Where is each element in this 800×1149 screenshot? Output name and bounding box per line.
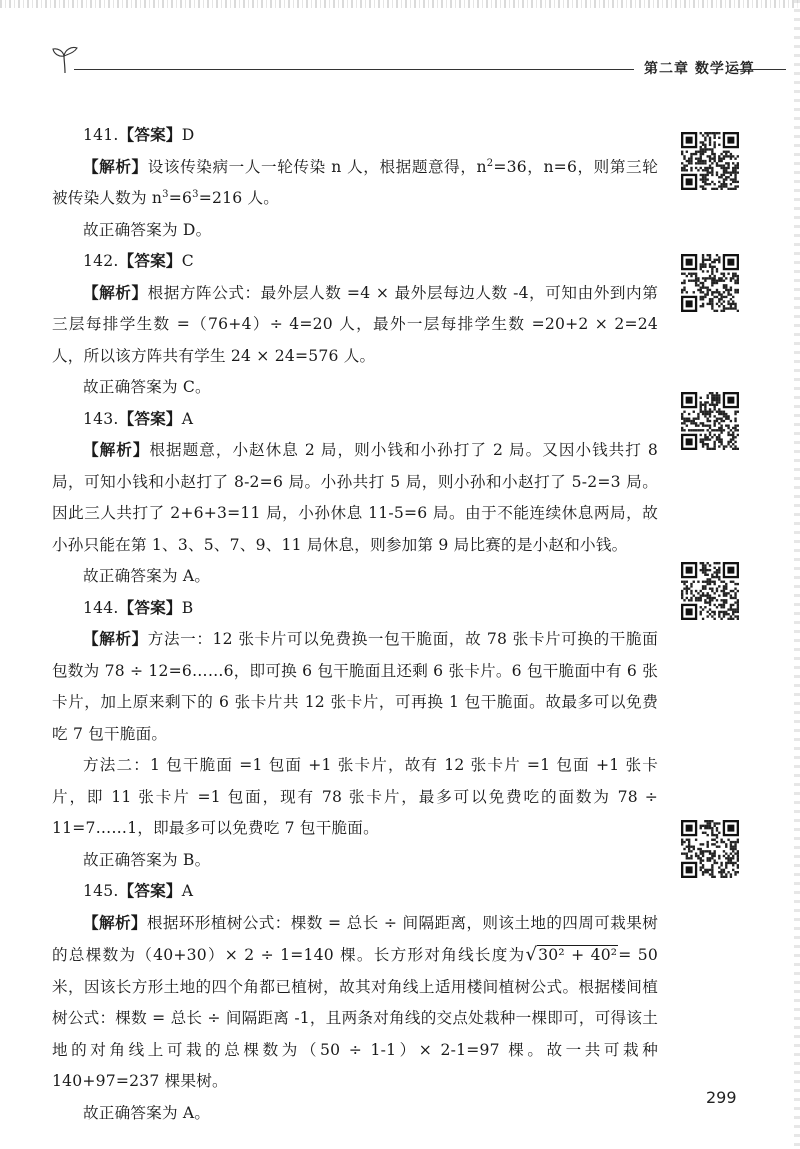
scan-edge-top: [0, 0, 800, 8]
analysis-tag: 【解析】: [83, 913, 147, 932]
question-143-answer: [52, 404, 658, 436]
analysis-tag: 【解析】: [83, 441, 150, 459]
exponent: 2: [486, 157, 494, 169]
analysis-text: 设该传染病一人一轮传染 n 人，根据题意得，n: [147, 157, 487, 176]
question-141-answer: [52, 120, 658, 152]
qr-code-143: [681, 392, 739, 450]
answer-value: A: [181, 882, 194, 900]
question-144-method-2: 方法二：1 包干脆面 =1 包面 +1 张卡片，故有 12 张卡片 =1 包面 +1 张卡片，即 11 张卡片 =1 包面，现有 78 张卡片，最多可以免费吃的面数为 78 ÷ 11=7……1，即最多可以免费吃 7 包干脆面。: [52, 756, 658, 837]
analysis-method-1: 方法一：12 张卡片可以免费换一包干脆面，故 78 张卡片可换的干脆面包数为 78 ÷ 12=6……6，即可换 6 包干脆面且还剩 6 张卡片。6 包干脆面中有 6 张卡片，加上原来剩下的 6 张卡片共 12 张卡片，可再换 1 包干脆面。故最多可以免费吃 7 包干脆面。: [52, 630, 658, 743]
question-141-analysis: [52, 152, 658, 215]
answer-value: D: [181, 126, 195, 144]
question-143-analysis: [52, 435, 658, 561]
answer-tag: 【答案】: [118, 126, 182, 144]
qr-code-142: [681, 254, 739, 312]
qr-code-141: [681, 132, 739, 190]
exponent: 3: [162, 188, 169, 200]
page-number: 299: [706, 1088, 737, 1107]
header-rule-right: [734, 69, 786, 70]
answer-value: A: [181, 409, 194, 428]
analysis-text: 根据方阵公式：最外层人数 =4 × 最外层每边人数 -4，可知由外到内第三层每排学生数 =（76+4）÷ 4=20 人，最外一层每排学生数 =20+2 × 2=24 人，所以该方阵共有学生 24 × 24=576 人。: [52, 283, 658, 365]
exponent: 3: [192, 188, 199, 200]
radicand: 30² + 40²: [538, 946, 618, 964]
question-145-answer: [52, 876, 658, 908]
answer-tag: 【答案】: [118, 598, 182, 617]
analysis-text: 根据题意，小赵休息 2 局，则小钱和小孙打了 2 局。又因小钱共打 8 局，可知小钱和小赵打了 8-2=6 局。小孙共打 5 局，则小孙和小赵打了 5-2=3 局。因此三人共打了 2+6+3=11 局，小孙休息 11-5=6 局。由于不能连续休息两局，故小孙只能在第 1、3、5、7、9、11 局休息，则参加第 9 局比赛的是小赵和小钱。: [52, 441, 658, 554]
qr-code-144: [681, 562, 739, 620]
answer-content: [52, 120, 658, 1129]
header-rule-left: [74, 69, 634, 70]
chapter-title: 第二章 数学运算: [644, 61, 755, 77]
question-number: 145.: [83, 882, 119, 900]
analysis-text: =6: [168, 189, 193, 207]
square-root-expression: √30² + 40²: [525, 944, 618, 965]
question-145-analysis: [52, 908, 658, 1098]
question-number: 142.: [83, 252, 119, 270]
question-142-answer: [52, 246, 658, 278]
answer-tag: 【答案】: [118, 252, 182, 270]
answer-tag: 【答案】: [118, 882, 182, 900]
question-144-answer: [52, 593, 658, 625]
answer-value: B: [181, 598, 194, 617]
answer-tag: 【答案】: [118, 409, 182, 428]
analysis-tag: 【解析】: [83, 630, 148, 648]
scan-edge-right: [794, 0, 800, 1149]
question-142-analysis: [52, 278, 658, 373]
page-header: [52, 40, 792, 80]
question-143-conclusion: 故正确答案为 A。: [83, 567, 211, 585]
answer-value: C: [181, 252, 194, 270]
question-144-analysis: [52, 624, 658, 750]
question-number: 143.: [83, 409, 119, 428]
analysis-text: =216 人。: [198, 189, 280, 207]
qr-code-145: [681, 820, 739, 878]
analysis-text: = 50米，因该长方形土地的四个角都已植树，故其对角线上适用楼间植树公式。根据楼间植树公式：棵数 = 总长 ÷ 间隔距离 -1，且两条对角线的交点处栽种一棵即可，可得该土地的对角线上可栽的总棵数为（50 ÷ 1-1）× 2-1=97 棵。故一共可栽种 140+97=237 棵果树。: [52, 946, 658, 1090]
analysis-text: 根据环形植树公式：棵数 = 总长 ÷ 间隔距离，则该土地的四周可栽果树的总棵数为（40+30）× 2 ÷ 1=140 棵。长方形对角线长度为: [52, 913, 658, 964]
analysis-tag: 【解析】: [83, 157, 148, 176]
analysis-tag: 【解析】: [83, 283, 148, 302]
question-144-conclusion: 故正确答案为 B。: [83, 850, 211, 869]
question-145-conclusion: 故正确答案为 A。: [83, 1103, 211, 1122]
question-number: 144.: [83, 598, 119, 617]
question-142-conclusion: 故正确答案为 C。: [83, 378, 211, 396]
analysis-text: =36，n=6，则第三轮被传染人数为 n: [52, 157, 658, 207]
question-number: 141.: [83, 126, 119, 144]
question-141-conclusion: 故正确答案为 D。: [83, 220, 212, 239]
